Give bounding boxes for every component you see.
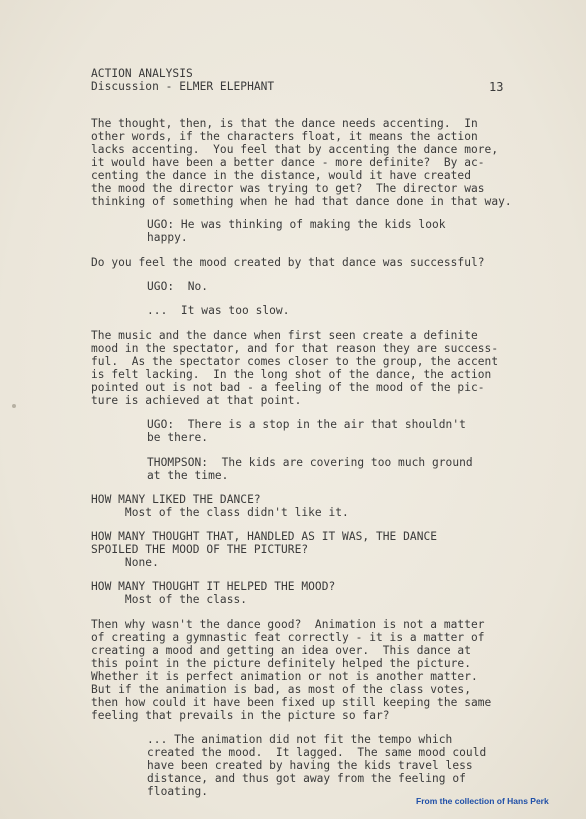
dialogue-line: have been created by having the kids travel less <box>147 759 473 772</box>
dialogue-line: at the time. <box>147 469 229 482</box>
poll-question: HOW MANY THOUGHT THAT, HANDLED AS IT WAS, THE DANCE <box>91 530 438 543</box>
dialogue-line: distance, and thus got away from the feeling of <box>147 772 466 785</box>
paragraph-line: But if the animation is bad, as most of the class votes, <box>91 683 471 696</box>
paragraph-line: ture is achieved at that point. <box>91 394 302 407</box>
paragraph-line: feeling that prevails in the picture so far? <box>91 709 390 722</box>
dialogue-line: ... It was too slow. <box>147 304 290 317</box>
page-number: 13 <box>489 80 504 94</box>
header-subtitle: Discussion - ELMER ELEPHANT <box>91 80 275 93</box>
paragraph-line: centing the dance in the distance, would it have created <box>91 169 471 182</box>
dialogue-line: UGO: There is a stop in the air that shouldn't <box>147 418 466 431</box>
question-line: Do you feel the mood created by that dance was successful? <box>91 256 485 269</box>
dialogue-line: be there. <box>147 431 209 444</box>
poll-question: SPOILED THE MOOD OF THE PICTURE? <box>91 543 309 556</box>
dialogue-line: UGO: No. <box>147 280 209 293</box>
header-title: ACTION ANALYSIS <box>91 67 193 80</box>
paragraph-line: creating a mood and getting an idea over. This dance at <box>91 644 471 657</box>
paragraph-line: Whether it is perfect animation or not is another matter. <box>91 670 478 683</box>
paragraph-line: then how could it have been fixed up still keeping the same <box>91 696 492 709</box>
dialogue-line: ... The animation did not fit the tempo which <box>147 733 453 746</box>
dialogue-line: THOMPSON: The kids are covering too much ground <box>147 456 473 469</box>
paragraph-line: lacks accenting. You feel that by accenting the dance more, <box>91 143 499 156</box>
paragraph-line: this point in the picture definitely helped the picture. <box>91 657 471 670</box>
paragraph-line: pointed out is not bad - a feeling of the mood of the pic- <box>91 381 485 394</box>
poll-answer: Most of the class didn't like it. <box>91 506 349 519</box>
punch-hole-mark <box>12 404 16 408</box>
paragraph-line: it would have been a better dance - more definite? By ac- <box>91 156 485 169</box>
paragraph-line: the mood the director was trying to get? The director was <box>91 182 485 195</box>
dialogue-line: floating. <box>147 785 209 798</box>
paragraph-line: is felt lacking. In the long shot of the dance, the action <box>91 368 492 381</box>
dialogue-line: UGO: He was thinking of making the kids look <box>147 218 446 231</box>
collection-credit: From the collection of Hans Perk <box>416 796 549 806</box>
paragraph-line: other words, if the characters float, it means the action <box>91 130 478 143</box>
paragraph-line: Then why wasn't the dance good? Animation is not a matter <box>91 618 485 631</box>
paragraph-line: The music and the dance when first seen create a definite <box>91 329 478 342</box>
paragraph-line: of creating a gymnastic feat correctly - it is a matter of <box>91 631 485 644</box>
dialogue-line: happy. <box>147 231 188 244</box>
dialogue-line: created the mood. It lagged. The same mood could <box>147 746 487 759</box>
paragraph-line: mood in the spectator, and for that reason they are success- <box>91 342 499 355</box>
paragraph-line: ful. As the spectator comes closer to the group, the accent <box>91 355 499 368</box>
paragraph-line: The thought, then, is that the dance needs accenting. In <box>91 117 478 130</box>
paragraph-line: thinking of something when he had that dance done in that way. <box>91 195 512 208</box>
poll-question: HOW MANY THOUGHT IT HELPED THE MOOD? <box>91 580 336 593</box>
poll-answer: None. <box>91 556 159 569</box>
poll-question: HOW MANY LIKED THE DANCE? <box>91 493 261 506</box>
poll-answer: Most of the class. <box>91 593 248 606</box>
